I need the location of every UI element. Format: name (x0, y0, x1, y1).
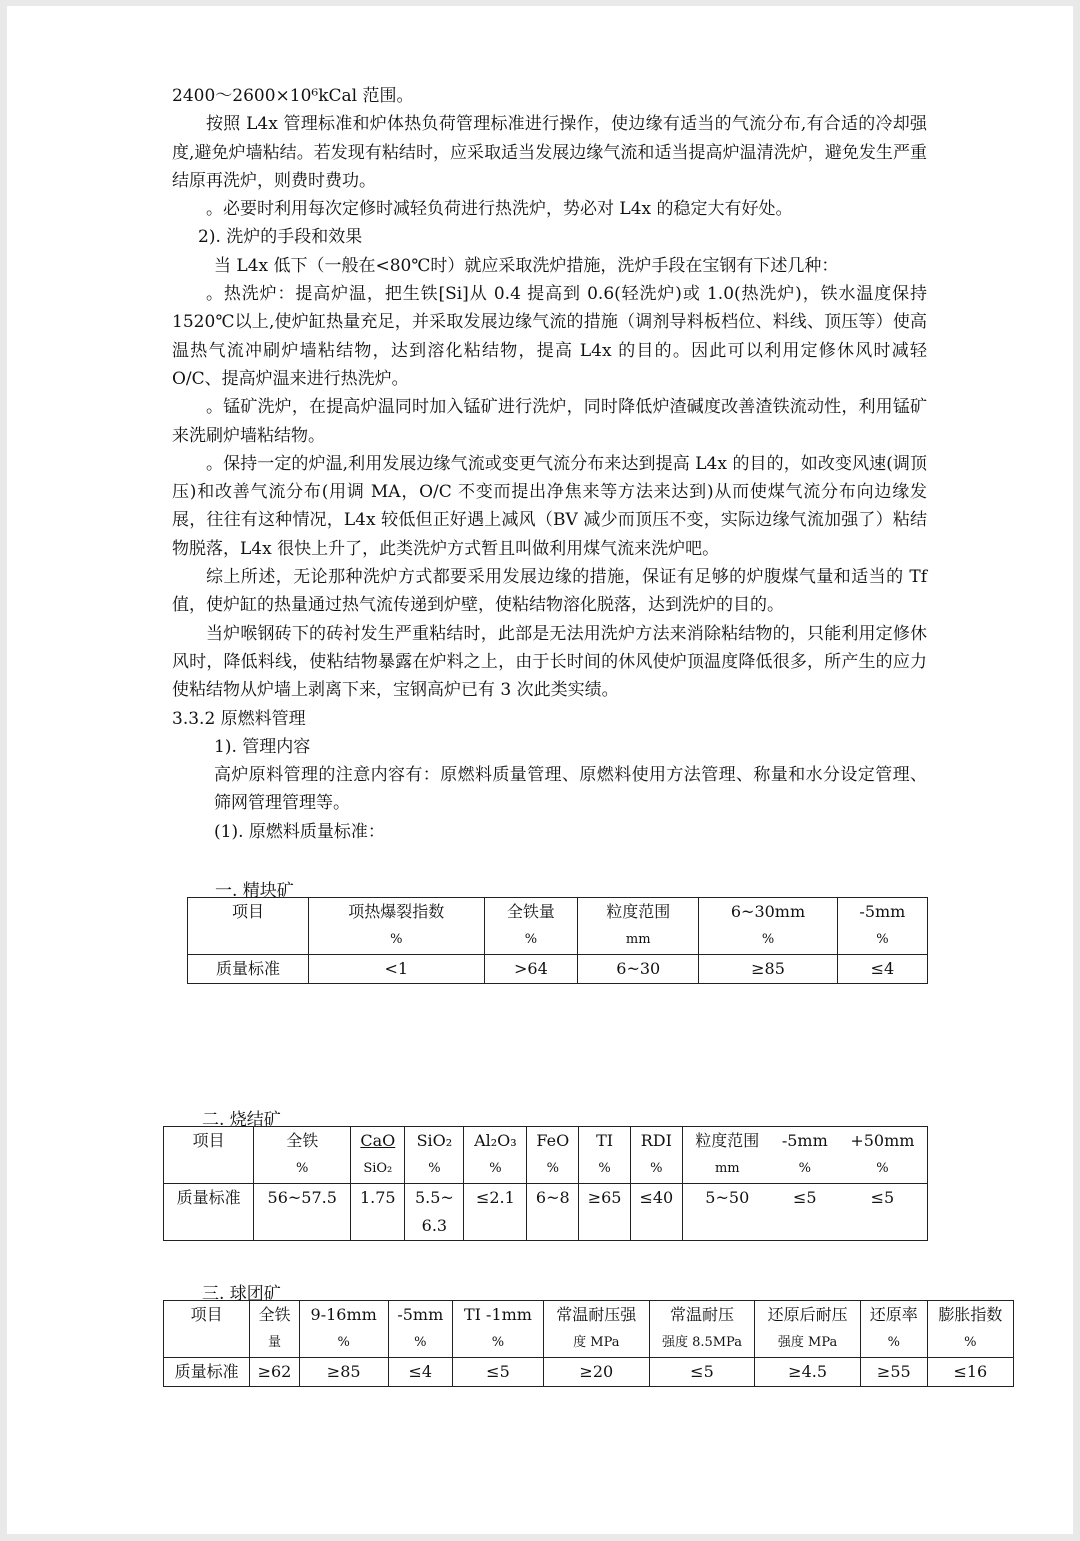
table-cell: 56~57.5 (254, 1184, 351, 1241)
header-cell (164, 1301, 250, 1358)
header-unit: % (598, 1161, 611, 1176)
paragraph: 。热洗炉：提高炉温，把生铁[Si]从 0.4 提高到 0.6(轻洗炉)或 1.0(热洗炉)，铁水温度保持 1520℃以上,使炉缸热量充足，并采取发展边缘气流的措施（调剂导料板档位、料线、顶压等）使高温热气流冲刷炉墙粘结物，达到溶化粘结物，提高 L4x 的目的。因此可以利用定修休风时减轻 O/C、提高炉温来进行热洗炉。 (172, 284, 927, 389)
table-sinter (163, 1126, 928, 1241)
paragraph: 3.3.2 原燃料管理 (172, 708, 306, 729)
paragraph: 。保持一定的炉温,利用发展边缘气流或变更气流分布来达到提高 L4x 的目的，如改变风速(调顶压)和改善气流分布(用调 MA，O/C 不变而提出净焦来等方法来达到)从而使煤气流分布向边缘发展，往往有这种情况，L4x 较低但正好遇上减风（BV 减少而顶压不变，实际边缘气流加强了）粘结物脱落，L4x 很快上升了，此类洗炉方式暂且叫做利用煤气流来洗炉吧。 (172, 453, 927, 559)
header-cell (699, 898, 838, 955)
table-row (164, 1358, 1014, 1387)
header-cell (351, 1127, 405, 1184)
table-cell: ≥4.5 (755, 1358, 861, 1387)
header-cell (484, 898, 578, 955)
header-cell (405, 1127, 464, 1184)
header-cell (464, 1127, 527, 1184)
table-cell: ≥65 (579, 1184, 631, 1241)
table-cell: ≥55 (860, 1358, 927, 1387)
header-unit: % (546, 1161, 559, 1176)
table-cell: 6~30 (578, 955, 699, 984)
header-cell (164, 1127, 254, 1184)
table-row (164, 1184, 928, 1241)
header-label: CaO (360, 1131, 396, 1150)
header-unit: % (414, 1335, 427, 1350)
table-cell: 1.75 (351, 1184, 405, 1241)
table-cell: ≤2.1 (464, 1184, 527, 1241)
table-cell: ≥62 (250, 1358, 299, 1387)
header-unit: mm (714, 1161, 740, 1176)
paragraph: 高炉原料管理的注意内容有：原燃料质量管理、原燃料使用方法管理、称量和水分设定管理、筛网管理管理等。 (214, 765, 927, 814)
paragraph: 当炉喉钢砖下的砖衬发生严重粘结时，此部是无法用洗炉方法来消除粘结物的，只能利用定修休风时，降低料线，使粘结物暴露在炉料之上，由于长时间的休风使炉顶温度降低很多，所产生的应力使粘结物从炉墙上剥离下来，宝钢高炉已有 3 次此类实绩。 (172, 623, 927, 701)
header-cell (578, 898, 699, 955)
header-label: -5mm (781, 1131, 828, 1150)
header-label: FeO (536, 1131, 570, 1150)
header-unit: SiO₂ (363, 1161, 393, 1176)
header-unit: % (296, 1161, 309, 1176)
table-lump-ore (187, 897, 928, 984)
header-unit (167, 1329, 246, 1357)
header-cell (299, 1301, 388, 1358)
table-cell: 5.5~6.3 (405, 1184, 464, 1241)
table-cell: ≤5 (649, 1358, 755, 1387)
header-cell (927, 1301, 1013, 1358)
header-label: -5mm (859, 902, 906, 921)
table-cell: 6~8 (527, 1184, 579, 1241)
body-text (172, 82, 927, 846)
header-label: SiO₂ (416, 1131, 453, 1150)
header-label: +50mm (850, 1131, 915, 1150)
header-unit: % (390, 932, 403, 947)
table-pellet (163, 1300, 1014, 1387)
table-cell: ≤5 (452, 1358, 543, 1387)
header-label: 9-16mm (310, 1305, 377, 1324)
table-cell: ≤4 (837, 955, 927, 984)
header-label: Al₂O₃ (474, 1131, 517, 1150)
header-cell (254, 1127, 351, 1184)
header-label: 粒度范围 (695, 1131, 760, 1150)
header-unit (191, 926, 305, 954)
header-label: 项目 (192, 1131, 225, 1150)
table-header-row (188, 898, 928, 955)
header-unit: % (491, 1335, 505, 1350)
header-cell (188, 898, 309, 955)
table-cell: ≤4 (388, 1358, 452, 1387)
paragraph: 当 L4x 低下（一般在<80℃时）就应采取洗炉措施，洗炉手段在宝钢有下述几种： (214, 255, 839, 276)
table-header-row (164, 1127, 928, 1184)
header-label: -5mm (397, 1305, 444, 1324)
table-cell: ≤5 (772, 1184, 838, 1241)
header-label: RDI (640, 1131, 672, 1150)
header-unit (167, 1155, 250, 1183)
header-cell (579, 1127, 631, 1184)
table-cell: 质量标准 (164, 1358, 250, 1387)
header-unit: % (887, 1335, 900, 1350)
paragraph: (1). 原燃料质量标准： (214, 821, 385, 842)
header-label: 项目 (190, 1305, 223, 1324)
paragraph: 1). 管理内容 (214, 736, 311, 757)
header-label: 还原率 (869, 1305, 918, 1324)
paragraph: 2). 洗炉的手段和效果 (198, 227, 363, 248)
header-cell (860, 1301, 927, 1358)
table-cell: ≥85 (299, 1358, 388, 1387)
header-unit: % (428, 1161, 441, 1176)
header-cell (755, 1301, 861, 1358)
header-label: TI (596, 1131, 614, 1150)
table-cell: <1 (309, 955, 485, 984)
header-unit: % (524, 932, 538, 947)
header-cell (452, 1301, 543, 1358)
table-cell: 质量标准 (164, 1184, 254, 1241)
header-cell (388, 1301, 452, 1358)
header-cell (772, 1127, 838, 1184)
header-label: 全铁量 (506, 902, 555, 921)
header-unit: % (876, 932, 889, 947)
document-page (7, 6, 1073, 1534)
header-label: 粒度范围 (606, 902, 671, 921)
header-cell (250, 1301, 299, 1358)
header-cell (838, 1127, 928, 1184)
table-row (188, 955, 928, 984)
header-cell (630, 1127, 682, 1184)
header-unit: % (964, 1335, 977, 1350)
table-cell: ≤40 (630, 1184, 682, 1241)
header-label: 项目 (231, 902, 264, 921)
table-cell: 质量标准 (188, 955, 309, 984)
header-unit: % (650, 1161, 663, 1176)
table-cell: 5~50 (682, 1184, 772, 1241)
header-label: 全铁 (258, 1305, 291, 1324)
header-unit: % (761, 932, 775, 947)
table-caption-sinter: 二. 烧结矿 (202, 1110, 281, 1130)
table-caption-pellet: 三. 球团矿 (202, 1284, 281, 1304)
header-label: 常温耐压 (669, 1305, 734, 1324)
table-cell: ≤16 (927, 1358, 1013, 1387)
paragraph: 按照 L4x 管理标准和炉体热负荷管理标准进行操作，使边缘有适当的气流分布,有合适的冷却强度,避免炉墙粘结。若发现有粘结时，应采取适当发展边缘气流和适当提高炉温清洗炉，避免发生严重结原再洗炉，则费时费功。 (172, 114, 927, 191)
table-cell: ≥20 (544, 1358, 650, 1387)
header-unit: 度 MPa (573, 1335, 620, 1350)
table-cell: ≥85 (699, 955, 838, 984)
header-unit: mm (625, 932, 651, 947)
table-cell: ≤5 (838, 1184, 928, 1241)
header-cell (649, 1301, 755, 1358)
table-header-row (164, 1301, 1014, 1358)
header-cell (682, 1127, 772, 1184)
header-cell (837, 898, 927, 955)
header-label: 全铁 (286, 1131, 319, 1150)
paragraph: 2400～2600×10⁶kCal 范围。 (172, 86, 414, 106)
header-unit: % (489, 1161, 502, 1176)
header-unit: 量 (267, 1335, 281, 1350)
table-caption-lump-ore: 一. 精块矿 (215, 881, 294, 901)
table-cell: >64 (484, 955, 578, 984)
header-label: 膨胀指数 (938, 1305, 1003, 1324)
header-label: 6~30mm (730, 902, 806, 921)
header-unit: 强度 MPa (777, 1335, 838, 1350)
header-cell (544, 1301, 650, 1358)
header-label: TI -1mm (463, 1305, 532, 1324)
header-unit: % (798, 1161, 811, 1176)
header-label: 常温耐压强 (556, 1305, 637, 1324)
header-label: 项热爆裂指数 (348, 902, 445, 921)
header-label: 还原后耐压 (767, 1305, 848, 1324)
header-unit: 强度 8.5MPa (661, 1335, 742, 1350)
header-unit: % (876, 1161, 889, 1176)
header-unit: % (337, 1335, 350, 1350)
paragraph: 综上所述，无论那种洗炉方式都要采用发展边缘的措施，保证有足够的炉腹煤气量和适当的 Tf 值，使炉缸的热量通过热气流传递到炉壁，使粘结物溶化脱落，达到洗炉的目的。 (172, 567, 927, 616)
paragraph: 。必要时利用每次定修时减轻负荷进行热洗炉，势必对 L4x 的稳定大有好处。 (206, 199, 793, 220)
header-cell (527, 1127, 579, 1184)
header-cell (309, 898, 485, 955)
paragraph: 。锰矿洗炉，在提高炉温同时加入锰矿进行洗炉，同时降低炉渣碱度改善渣铁流动性，利用锰矿来洗刷炉墙粘结物。 (172, 397, 927, 446)
